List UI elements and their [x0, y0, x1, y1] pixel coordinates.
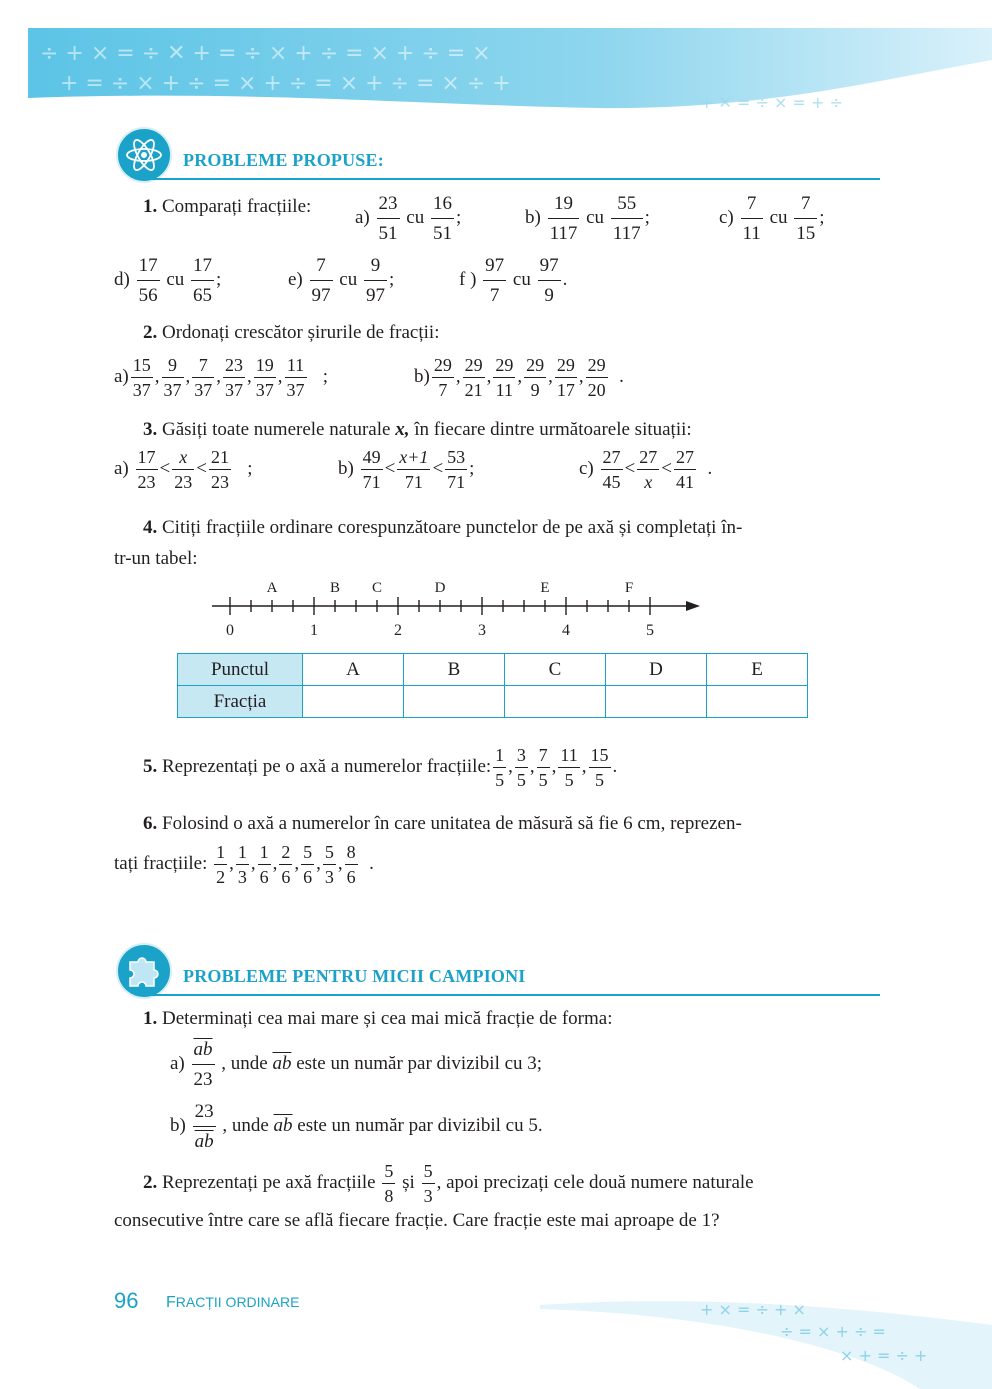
problem-number: 2.: [143, 322, 158, 343]
points-table: [177, 653, 808, 718]
problem-text: Ordonați crescător șirurile de fracții:: [162, 322, 440, 343]
fraction: $\frac{5}{3}$: [324, 842, 334, 887]
axis-number: 5: [646, 622, 654, 639]
fraction: $\frac{15}{5}$: [590, 745, 609, 790]
problem-number: 6.: [143, 813, 158, 834]
fraction: $\frac{29}{9}$: [526, 355, 545, 400]
item-label: f ): [459, 268, 477, 290]
p2-b: b) $\frac{29}{7}$ , $\frac{29}{21}$ , $\frac{29}{11}$ , $\frac{29}{9}$ , $\frac{29}{17}$ , $\frac{29}{20}$ .: [414, 355, 624, 400]
p3-b: b) $\frac{49}{71}$ < $\frac{x+1}{71}$ < $\frac{53}{71}$ ;: [338, 447, 475, 492]
problem-1-row-1: [143, 196, 311, 218]
item-label: a): [114, 365, 129, 387]
fraction: $\frac{x+1}{71}$: [399, 447, 429, 492]
item-label: a): [114, 457, 129, 479]
problem-2: [143, 322, 440, 344]
fraction: $\frac{27}{41}$: [675, 447, 694, 492]
fraction: $\frac{29}{21}$: [464, 355, 483, 400]
svg-text:+ = ÷ × + ÷ = × + ÷ = × + ÷ =: + = ÷ × + ÷ = × + ÷ = × + ÷ = × ÷ +: [60, 71, 511, 96]
p1-item-d: d) $\frac{17}{56}$ cu $\frac{17}{65}$ ;: [114, 255, 222, 306]
fraction: $\frac{27}{45}$: [602, 447, 621, 492]
table-cell-empty[interactable]: [707, 686, 808, 718]
fraction: $\frac{1}{6}$: [259, 842, 269, 887]
table-row: [178, 654, 808, 686]
fraction: $\frac{29}{7}$: [433, 355, 452, 400]
fraction: $\frac{17}{65}$: [193, 255, 213, 306]
fraction: $\frac{7}{11}$: [742, 193, 761, 244]
svg-text:× + = ÷ +: × + = ÷ +: [840, 1346, 928, 1365]
svg-text:÷ = × + ÷ =: ÷ = × + ÷ =: [780, 1322, 886, 1341]
chapter-title: FRACȚII ORDINARE: [166, 1294, 300, 1311]
axis-point-label: A: [266, 580, 278, 596]
cu-text: cu: [769, 206, 788, 228]
axis-number: 2: [394, 622, 402, 639]
fraction: $\frac{5}{6}$: [303, 842, 313, 887]
p1-item-c: c) $\frac{7}{11}$ cu $\frac{7}{15}$ ;: [719, 193, 825, 244]
fraction: $\frac{97}{9}$: [539, 255, 559, 306]
cu-text: cu: [586, 206, 605, 228]
page-number: 96: [114, 1288, 139, 1313]
fraction: $\frac{x}{23}$: [174, 447, 193, 492]
cu-text: cu: [406, 206, 425, 228]
fraction: $\frac{53}{71}$: [447, 447, 466, 492]
item-label: b): [414, 365, 430, 387]
fraction: $\frac{23}{51}$: [378, 193, 398, 244]
fraction: $\frac{11}{5}$: [560, 745, 578, 790]
variable-x: x,: [395, 419, 410, 440]
number-axis: [200, 575, 720, 645]
fraction: $\frac{21}{23}$: [210, 447, 229, 492]
puzzle-icon: [115, 942, 173, 1000]
fraction: $\frac{7}{15}$: [796, 193, 816, 244]
fraction: $\frac{17}{23}$: [137, 447, 156, 492]
table-cell: A: [303, 654, 404, 686]
fraction: $\frac{19}{117}$: [549, 193, 578, 244]
header-banner: [0, 0, 992, 130]
table-cell-empty[interactable]: [606, 686, 707, 718]
fraction: $\frac{7}{37}$: [194, 355, 213, 400]
cu-text: cu: [339, 268, 358, 290]
p1-item-a: a) $\frac{23}{51}$ cu $\frac{16}{51}$ ;: [355, 193, 462, 244]
axis-point-label: D: [434, 580, 446, 596]
svg-text:÷ + × = ÷ ✕ + = ÷ × + ÷ = × +: ÷ + × = ÷ ✕ + = ÷ × + ÷ = × + ÷ = ×: [40, 41, 491, 66]
fraction: $\frac{5}{8}$: [384, 1161, 394, 1206]
p1-item-b: b) $\frac{19}{117}$ cu $\frac{55}{117}$ ;: [525, 193, 650, 244]
fraction: $\frac{1}{5}$: [495, 745, 505, 790]
fraction: $\frac{49}{71}$: [362, 447, 381, 492]
axis-arrow: [686, 601, 700, 611]
cu-text: cu: [166, 268, 185, 290]
fraction: $\frac{9}{37}$: [163, 355, 182, 400]
fraction: $\frac{3}{5}$: [516, 745, 526, 790]
axis-point-label: B: [329, 580, 341, 596]
champion-problem-1: 1. Determinați cea mai mare și cea mai mică fracție de forma:: [143, 1008, 613, 1029]
fraction: $\frac{5}{3}$: [423, 1161, 433, 1206]
item-label: e): [288, 268, 303, 290]
fraction: $\frac{9}{97}$: [365, 255, 385, 306]
section-header-champions: [115, 942, 895, 1000]
axis-number: 1: [310, 622, 318, 639]
section-title: PROBLEME PROPUSE:: [183, 150, 384, 170]
axis-point-label: C: [371, 580, 383, 596]
fraction: $\frac{55}{117}$: [612, 193, 641, 244]
fraction: $\frac{8}{6}$: [346, 842, 356, 887]
table-cell-empty[interactable]: [505, 686, 606, 718]
problem-6-line-2: tați fracțiile: $\frac{1}{2}$ , $\frac{1}{3}$ , $\frac{1}{6}$ , $\frac{2}{6}$ , $\frac{5}{6}$ , $\frac{5}{3}$ , $\frac{8}{6}$ .: [114, 842, 374, 887]
table-header-cell: Punctul: [178, 654, 303, 686]
table-cell: D: [606, 654, 707, 686]
problem-number: 1.: [143, 1008, 158, 1029]
fraction: $\frac{2}{6}$: [281, 842, 291, 887]
fraction: $\frac{23}{37}$: [225, 355, 244, 400]
axis-number: 0: [226, 622, 234, 639]
p3-c: c) $\frac{27}{45}$ < $\frac{27}{x}$ < $\frac{27}{41}$ .: [579, 447, 713, 492]
c1-a: a) $\frac{\overline{ab}}{23}$ , unde $\overline{ab}$ este un număr par divizibil cu 3;: [170, 1039, 543, 1090]
svg-text:+ × = ÷ + ×: + × = ÷ + ×: [700, 1300, 806, 1319]
fraction: $\frac{29}{17}$: [556, 355, 575, 400]
problem-number: 3.: [143, 419, 158, 440]
svg-text:+ ✕ = ÷ × = + ÷: + ✕ = ÷ × = + ÷: [700, 93, 843, 112]
overline-ab: $\overline{ab}$: [273, 1114, 293, 1136]
problem-5: 5. Reprezentați pe o axă a numerelor fracțiile: $\frac{1}{5}$ , $\frac{3}{5}$ , $\frac{7}{5}$ , $\frac{11}{5}$ , $\frac{15}{5}$ .: [143, 745, 618, 790]
fraction: $\frac{7}{97}$: [311, 255, 331, 306]
fraction: $\frac{\overline{ab}}{23}$: [193, 1039, 213, 1090]
problem-number: 5.: [143, 755, 158, 777]
fraction: $\frac{29}{11}$: [495, 355, 514, 400]
axis-number: 3: [478, 622, 486, 639]
table-cell-empty[interactable]: [404, 686, 505, 718]
champion-problem-2-line-1: 2. Reprezentați pe axă fracțiile $\frac{5}{8}$ și $\frac{5}{3}$ , apoi precizați cele două numere naturale: [143, 1161, 754, 1206]
axis-point-label: E: [540, 580, 550, 596]
problem-6-line-1: 6. Folosind o axă a numerelor în care unitatea de măsură să fie 6 cm, reprezen-: [143, 813, 742, 834]
item-label: b): [525, 206, 541, 228]
fraction: $\frac{19}{37}$: [255, 355, 274, 400]
fraction: $\frac{16}{51}$: [432, 193, 452, 244]
problem-number: 2.: [143, 1171, 158, 1193]
item-label: b): [338, 457, 354, 479]
fraction: $\frac{29}{20}$: [587, 355, 606, 400]
fraction: $\frac{97}{7}$: [485, 255, 505, 306]
section-rule: [145, 994, 880, 996]
atom-icon: [115, 126, 173, 184]
overline-ab: $\overline{ab}$: [272, 1052, 292, 1074]
problem-number: 4.: [143, 517, 158, 538]
table-row: [178, 686, 808, 718]
item-label: c): [719, 206, 734, 228]
p2-a: a) $\frac{15}{37}$ , $\frac{9}{37}$ , $\frac{7}{37}$ , $\frac{23}{37}$ , $\frac{19}{37}$ , $\frac{11}{37}$ ;: [114, 355, 329, 400]
section-header-proposed: [115, 126, 895, 184]
item-label: a): [355, 206, 370, 228]
footer-decoration: [540, 1285, 992, 1389]
champion-problem-2-line-2: consecutive între care se află fiecare fracție. Care fracție este mai aproape de 1?: [114, 1210, 720, 1231]
fraction: $\frac{7}{5}$: [538, 745, 548, 790]
cu-text: cu: [512, 268, 531, 290]
item-label: a): [170, 1052, 185, 1074]
fraction: $\frac{27}{x}$: [639, 447, 658, 492]
table-cell: E: [707, 654, 808, 686]
fraction: $\frac{1}{2}$: [216, 842, 226, 887]
table-cell-empty[interactable]: [303, 686, 404, 718]
problem-4-line-2: tr-un tabel:: [114, 548, 198, 569]
item-label: b): [170, 1114, 186, 1136]
axis-number: 4: [562, 622, 570, 639]
c1-b: b) $\frac{23}{ab}$ , unde $\overline{ab}$ este un număr par divizibil cu 5.: [170, 1101, 543, 1152]
section-rule: [145, 178, 880, 180]
table-cell: C: [505, 654, 606, 686]
fraction: $\frac{15}{37}$: [132, 355, 151, 400]
problem-3: 3. Găsiți toate numerele naturale x, în fiecare dintre următoarele situații:: [143, 419, 692, 440]
table-cell: B: [404, 654, 505, 686]
p1-item-e: e) $\frac{7}{97}$ cu $\frac{9}{97}$ ;: [288, 255, 395, 306]
p1-item-f: f ) $\frac{97}{7}$ cu $\frac{97}{9}$ .: [459, 255, 568, 306]
table-header-cell: Fracția: [178, 686, 303, 718]
fraction: $\frac{1}{3}$: [237, 842, 247, 887]
fraction: $\frac{17}{56}$: [138, 255, 158, 306]
problem-text: Comparați fracțiile:: [162, 196, 312, 217]
axis-point-label: F: [624, 580, 634, 596]
problem-number: 1.: [143, 196, 158, 217]
p3-a: a) $\frac{17}{23}$ < $\frac{x}{23}$ < $\frac{21}{23}$ ;: [114, 447, 253, 492]
problem-4-line-1: 4. Citiți fracțiile ordinare corespunzătoare punctelor de pe axă și completați în-: [143, 517, 743, 538]
item-label: d): [114, 268, 130, 290]
fraction: $\frac{23}{ab}$: [194, 1101, 214, 1152]
fraction: $\frac{11}{37}$: [286, 355, 305, 400]
section-title: PROBLEME PENTRU MICII CAMPIONI: [183, 966, 526, 986]
item-label: c): [579, 457, 594, 479]
